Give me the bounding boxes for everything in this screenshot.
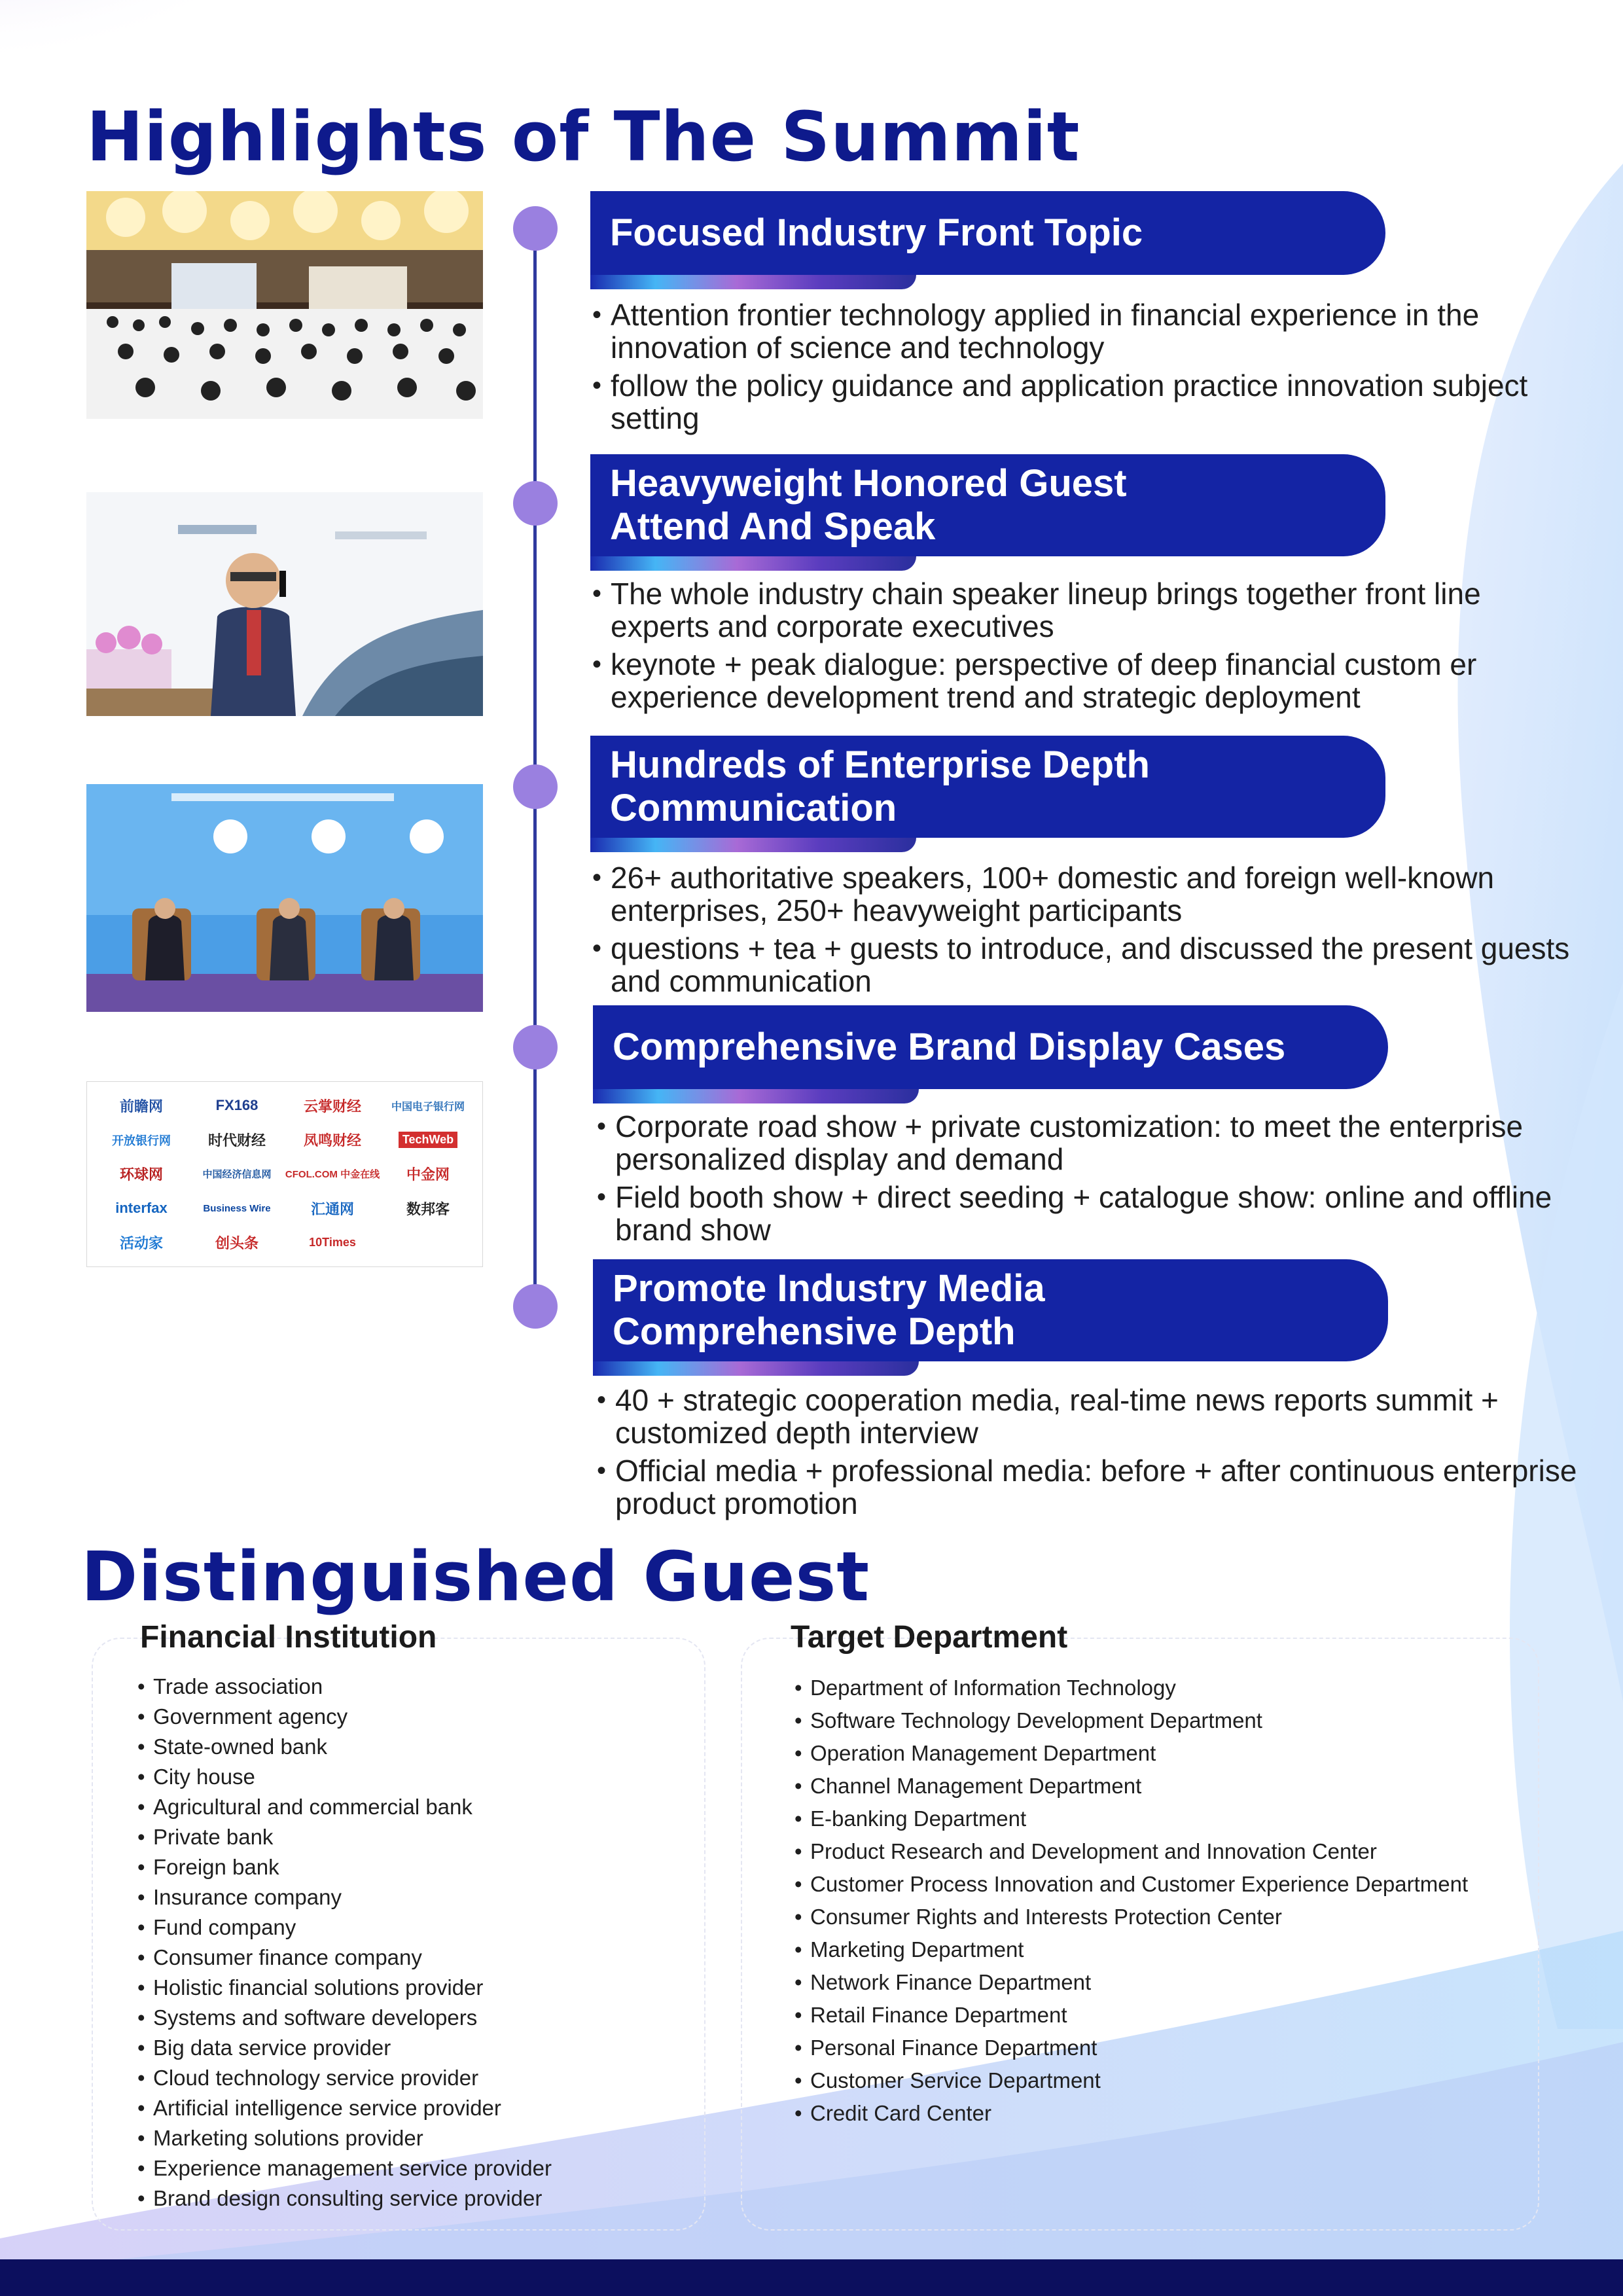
list-item: • Personal Finance Department bbox=[794, 2032, 1468, 2064]
media-logo: 凤鸣财经 bbox=[303, 1132, 361, 1149]
list-item: • Brand design consulting service provider bbox=[137, 2183, 552, 2214]
list-item: • Customer Service Department bbox=[794, 2064, 1468, 2097]
bullet-item: • keynote + peak dialogue: perspective of deep financial custom er experience development trend and strategic deployment bbox=[592, 648, 1587, 713]
list-item: • Foreign bank bbox=[137, 1852, 552, 1882]
media-logo: interfax bbox=[115, 1200, 168, 1217]
media-logo-grid bbox=[86, 1081, 483, 1267]
financial-institution-heading: Financial Institution bbox=[140, 1620, 437, 1655]
list-item: • Credit Card Center bbox=[794, 2097, 1468, 2130]
bullet-item: • follow the policy guidance and application practice innovation subject setting bbox=[592, 369, 1587, 435]
list-item: • Big data service provider bbox=[137, 2033, 552, 2063]
media-logo: 前瞻网 bbox=[119, 1098, 163, 1115]
bullet-item: • Attention frontier technology applied in financial experience in the innovation of science and technology bbox=[592, 298, 1587, 364]
timeline-dot bbox=[513, 1025, 558, 1069]
list-item: • Trade association bbox=[137, 1672, 552, 1702]
highlight-heading: Hundreds of Enterprise Depth Communication bbox=[610, 744, 1150, 829]
list-item: • Marketing Department bbox=[794, 1933, 1468, 1966]
list-item: • Retail Finance Department bbox=[794, 1999, 1468, 2032]
list-item: • Agricultural and commercial bank bbox=[137, 1792, 552, 1822]
highlight-bullets bbox=[592, 577, 1587, 719]
media-logo: FX168 bbox=[215, 1097, 259, 1114]
highlight-banner bbox=[593, 1005, 1388, 1089]
timeline-dot bbox=[513, 206, 558, 251]
list-item: • Marketing solutions provider bbox=[137, 2123, 552, 2153]
list-item: • Product Research and Development and Innovation Center bbox=[794, 1835, 1468, 1868]
panel-discussion-photo bbox=[86, 784, 483, 1012]
media-logo: 创头条 bbox=[215, 1235, 259, 1252]
highlight-banner bbox=[590, 454, 1385, 556]
list-item: • Experience management service provider bbox=[137, 2153, 552, 2183]
list-item: • Customer Process Innovation and Customer Experience Department bbox=[794, 1868, 1468, 1901]
guests-title: Distinguished Guest bbox=[81, 1537, 870, 1617]
media-logo: 中国经济信息网 bbox=[202, 1169, 272, 1181]
footer-bar bbox=[0, 2259, 1623, 2296]
list-item: • Holistic financial solutions provider bbox=[137, 1973, 552, 2003]
highlight-bullets bbox=[597, 1110, 1592, 1251]
media-logo: TechWeb bbox=[399, 1132, 457, 1148]
highlights-title: Highlights of The Summit bbox=[86, 97, 1080, 177]
gradient-bar bbox=[593, 1361, 919, 1376]
media-logo: 活动家 bbox=[119, 1235, 163, 1252]
gradient-bar bbox=[593, 1089, 919, 1103]
gradient-bar bbox=[590, 275, 916, 289]
media-logo: 中国电子银行网 bbox=[391, 1101, 465, 1113]
list-item: • Cloud technology service provider bbox=[137, 2063, 552, 2093]
bullet-item: • 26+ authoritative speakers, 100+ domestic and foreign well-known enterprises, 250+ heavyweight participants bbox=[592, 861, 1587, 927]
bullet-item: • Field booth show + direct seeding + catalogue show: online and offline brand show bbox=[597, 1181, 1592, 1246]
target-department-list bbox=[794, 1672, 1468, 2130]
media-logo: Business Wire bbox=[203, 1202, 271, 1214]
list-item: • City house bbox=[137, 1762, 552, 1792]
list-item: • Systems and software developers bbox=[137, 2003, 552, 2033]
highlight-banner bbox=[590, 736, 1385, 838]
list-item: • Private bank bbox=[137, 1822, 552, 1852]
highlight-banner bbox=[590, 191, 1385, 275]
bullet-item: • Corporate road show + private customization: to meet the enterprise personalized display and demand bbox=[597, 1110, 1592, 1175]
speaker-photo bbox=[86, 492, 483, 716]
list-item: • Consumer finance company bbox=[137, 1943, 552, 1973]
highlight-bullets bbox=[592, 298, 1587, 440]
bullet-item: • Official media + professional media: before + after continuous enterprise product promotion bbox=[597, 1454, 1592, 1520]
list-item: • Software Technology Development Department bbox=[794, 1704, 1468, 1737]
highlight-heading: Comprehensive Brand Display Cases bbox=[613, 1026, 1286, 1068]
highlight-heading: Focused Industry Front Topic bbox=[610, 211, 1143, 254]
list-item: • Operation Management Department bbox=[794, 1737, 1468, 1770]
list-item: • State-owned bank bbox=[137, 1732, 552, 1762]
highlight-banner bbox=[593, 1259, 1388, 1361]
list-item: • E-banking Department bbox=[794, 1803, 1468, 1835]
timeline-dot bbox=[513, 764, 558, 809]
highlight-bullets bbox=[592, 861, 1587, 1003]
media-logo: 时代财经 bbox=[207, 1132, 266, 1149]
list-item: • Network Finance Department bbox=[794, 1966, 1468, 1999]
bullet-item: • questions + tea + guests to introduce, and discussed the present guests and communication bbox=[592, 932, 1587, 997]
conference-hall-photo bbox=[86, 191, 483, 419]
media-logo: 开放银行网 bbox=[112, 1134, 171, 1147]
list-item: • Channel Management Department bbox=[794, 1770, 1468, 1803]
list-item: • Artificial intelligence service provider bbox=[137, 2093, 552, 2123]
bullet-item: • 40 + strategic cooperation media, real-time news reports summit + customized depth interview bbox=[597, 1384, 1592, 1449]
gradient-bar bbox=[590, 556, 916, 571]
media-logo: 中金网 bbox=[406, 1166, 450, 1183]
bullet-item: • The whole industry chain speaker lineup brings together front line experts and corporate executives bbox=[592, 577, 1587, 643]
list-item: • Consumer Rights and Interests Protection Center bbox=[794, 1901, 1468, 1933]
media-logo: 环球网 bbox=[119, 1166, 163, 1183]
media-logo: 汇通网 bbox=[310, 1200, 354, 1217]
media-logo: 云掌财经 bbox=[303, 1098, 361, 1115]
list-item: • Government agency bbox=[137, 1702, 552, 1732]
media-logo: CFOL.COM 中金在线 bbox=[285, 1169, 380, 1181]
list-item: • Fund company bbox=[137, 1912, 552, 1943]
highlight-heading: Promote Industry Media Comprehensive Depth bbox=[613, 1267, 1045, 1353]
media-logo: 10Times bbox=[309, 1236, 356, 1249]
financial-institution-list bbox=[137, 1672, 552, 2214]
timeline-dot bbox=[513, 481, 558, 526]
list-item: • Department of Information Technology bbox=[794, 1672, 1468, 1704]
highlight-bullets bbox=[597, 1384, 1592, 1525]
target-department-heading: Target Department bbox=[791, 1620, 1068, 1655]
gradient-bar bbox=[590, 838, 916, 852]
media-logo: 数邦客 bbox=[406, 1200, 450, 1217]
list-item: • Insurance company bbox=[137, 1882, 552, 1912]
timeline-dot bbox=[513, 1284, 558, 1329]
highlight-heading: Heavyweight Honored Guest Attend And Speak bbox=[610, 462, 1127, 548]
